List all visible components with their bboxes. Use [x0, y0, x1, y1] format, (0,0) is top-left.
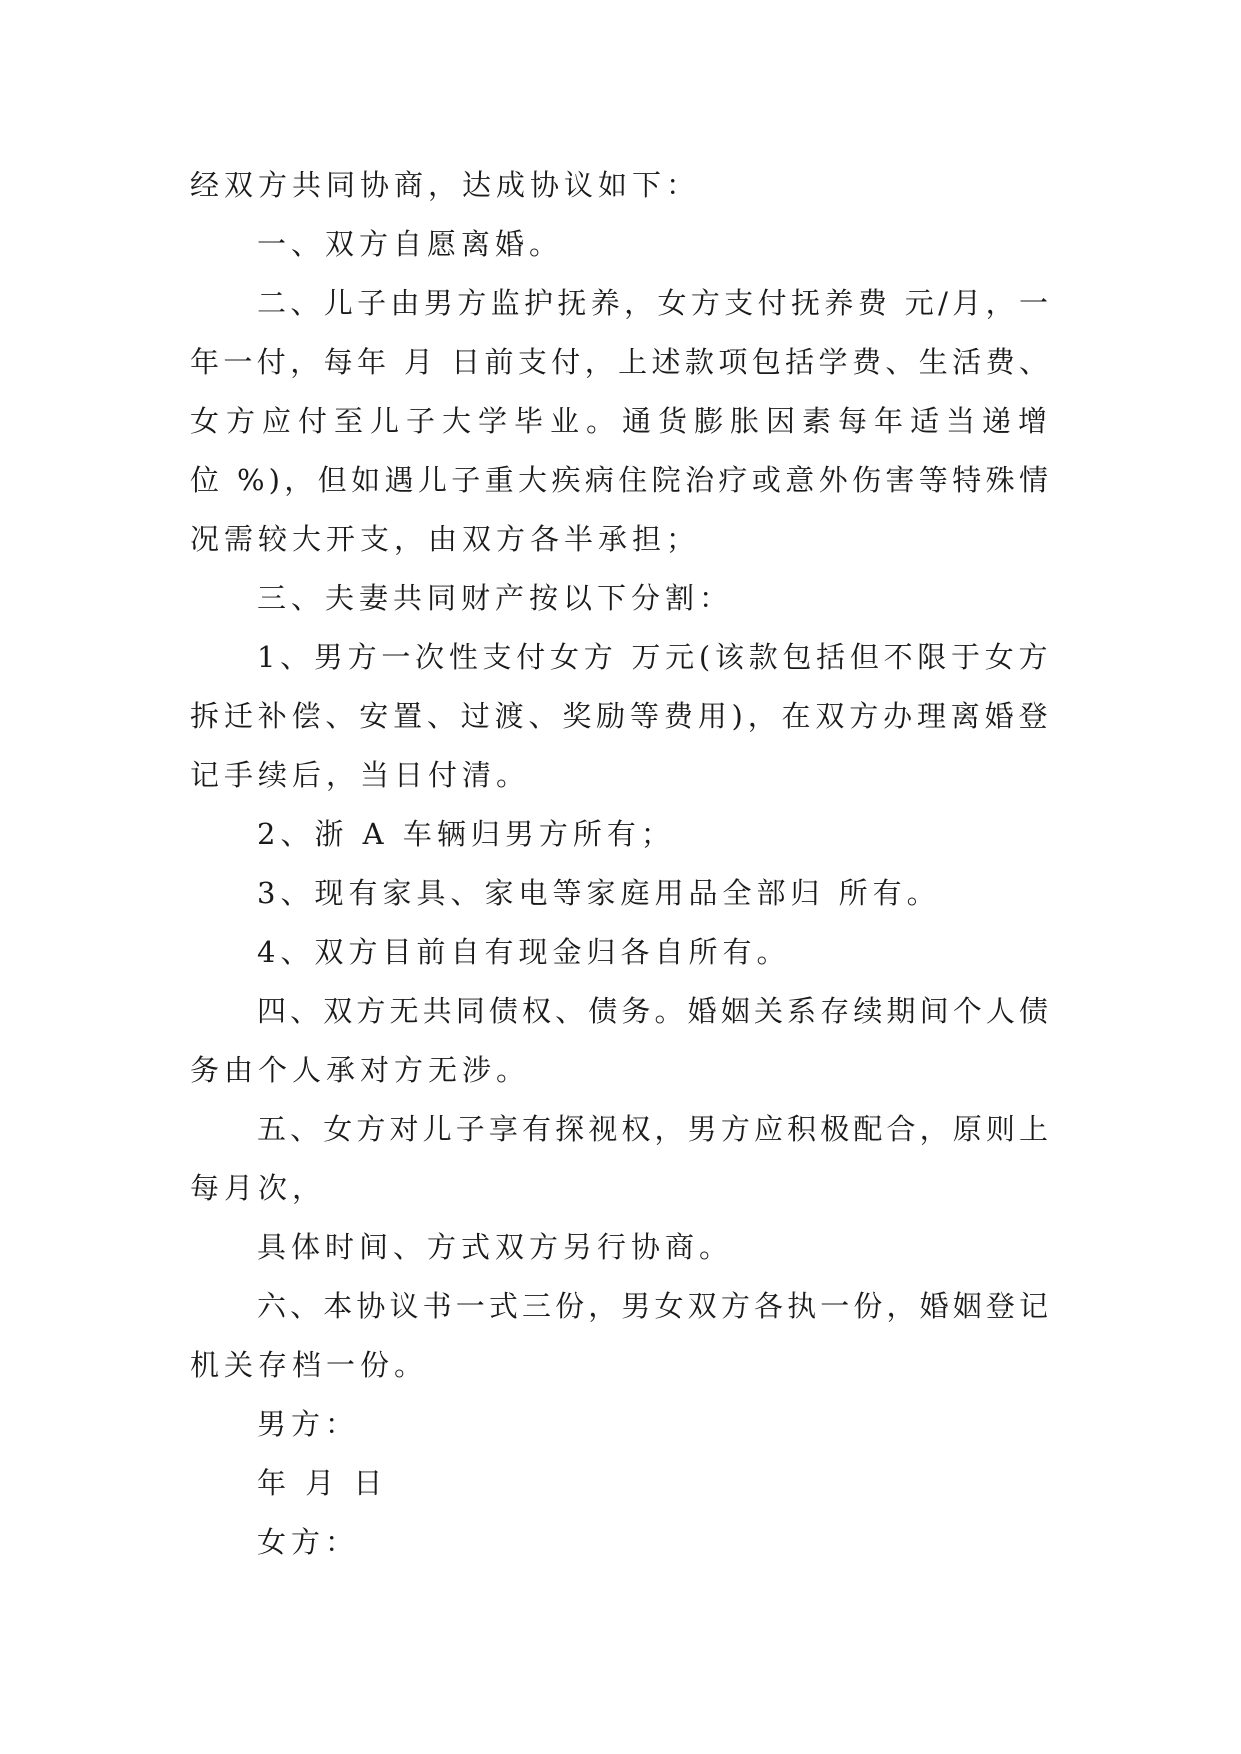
text-line-clause-2-cont: 位 %)，但如遇儿子重大疾病住院治疗或意外伤害等特殊情	[190, 463, 1052, 497]
text-line-clause-4: 四、双方无共同债权、债务。婚姻关系存续期间个人债	[257, 994, 1052, 1028]
text-line-clause-2-cont: 女方应付至儿子大学毕业。通货膨胀因素每年适当递增	[190, 404, 1052, 438]
text-line-item-1: 1、男方一次性支付女方 万元(该款包括但不限于女方	[257, 640, 1052, 674]
text-line-clause-5-end: 具体时间、方式双方另行协商。	[257, 1230, 734, 1264]
signature-female-label: 女方：	[257, 1525, 360, 1559]
text-line-clause-2: 二、儿子由男方监护抚养，女方支付抚养费 元/月，一	[257, 286, 1052, 320]
text-line-item-1-end: 记手续后，当日付清。	[190, 758, 531, 792]
text-line-item-2: 2、浙 A 车辆归男方所有；	[257, 817, 675, 851]
text-line-clause-5: 五、女方对儿子享有探视权，男方应积极配合，原则上	[257, 1112, 1052, 1146]
text-line-item-1-cont: 拆迁补偿、安置、过渡、奖励等费用)，在双方办理离婚登	[190, 699, 1052, 733]
text-line-clause-3: 三、夫妻共同财产按以下分割：	[257, 581, 734, 615]
text-line-item-4: 4、双方目前自有现金归各自所有。	[257, 935, 791, 969]
text-line-clause-1: 一、双方自愿离婚。	[257, 227, 564, 261]
text-line-clause-6-end: 机关存档一份。	[190, 1348, 429, 1382]
text-line-clause-6: 六、本协议书一式三份，男女双方各执一份，婚姻登记	[257, 1289, 1052, 1323]
text-line-clause-2-cont: 年一付，每年 月 日前支付，上述款项包括学费、生活费、	[190, 345, 1052, 379]
signature-male-label: 男方：	[257, 1407, 360, 1441]
text-line-preamble: 经双方共同协商，达成协议如下：	[190, 168, 701, 202]
text-line-clause-2-end: 况需较大开支，由双方各半承担；	[190, 522, 701, 556]
text-line-item-3: 3、现有家具、家电等家庭用品全部归 所有。	[257, 876, 941, 910]
signature-date-label: 年 月 日	[257, 1466, 388, 1500]
document-body	[190, 156, 1052, 1572]
text-line-clause-4-end: 务由个人承对方无涉。	[190, 1053, 531, 1087]
text-line-clause-5-cont: 每月次，	[190, 1171, 327, 1205]
